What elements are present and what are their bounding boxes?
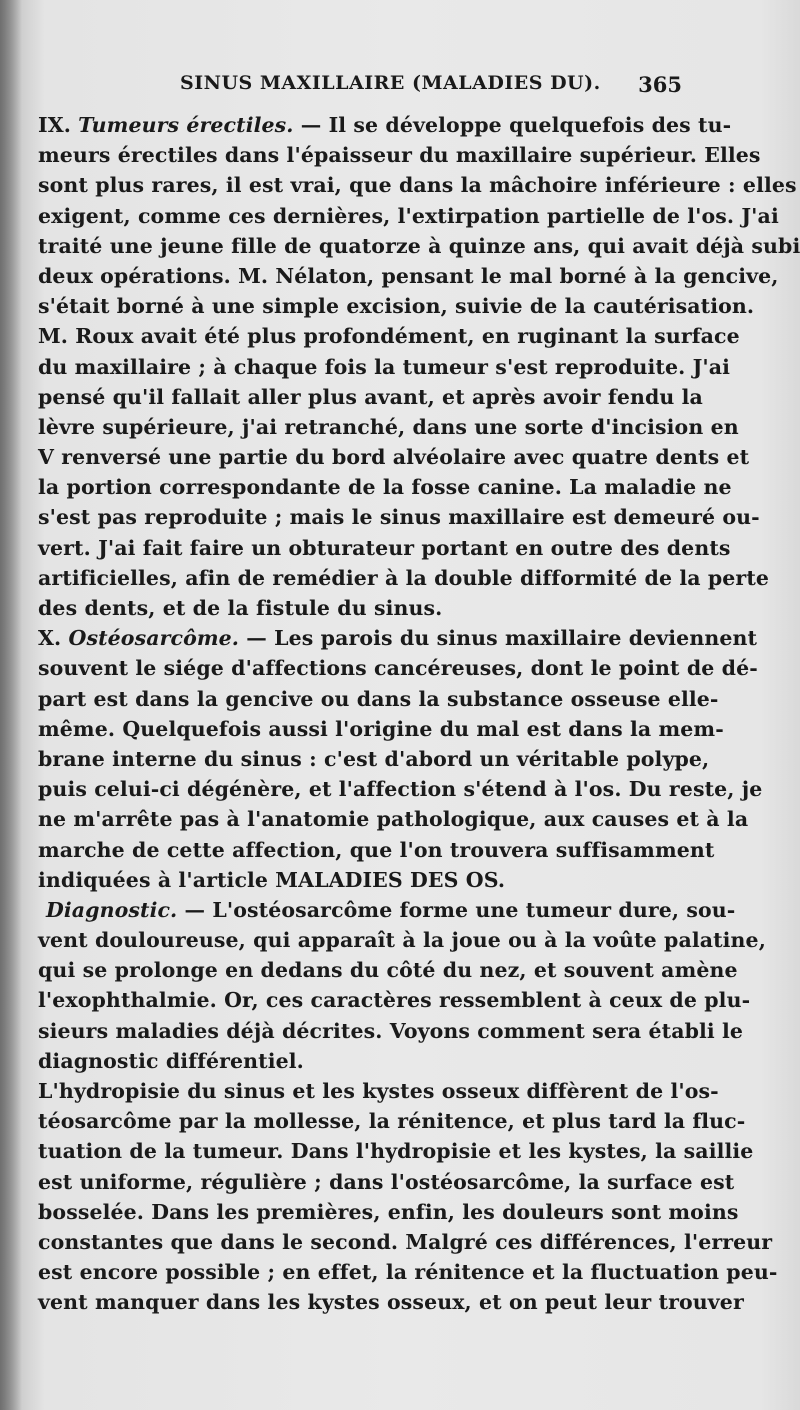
text-line (38, 985, 751, 1015)
running-title: SINUS MAXILLAIRE (MALADIES DU). (180, 72, 601, 94)
text-run: deux opérations. M. Nélaton, pensant le mal borné à la gencive, (38, 263, 779, 288)
text-run: X. (38, 626, 69, 651)
text-line (38, 1227, 773, 1257)
text-line (38, 472, 732, 502)
text-line (38, 201, 779, 231)
text-run: V renversé une partie du bord alvéolaire avec quatre dents et (38, 445, 750, 470)
text-run: constantes que dans le second. Malgré ces différences, l'erreur (38, 1229, 773, 1254)
text-line (38, 352, 731, 382)
text-line (38, 1136, 754, 1166)
text-line (38, 623, 758, 653)
text-run: s'était borné à une simple excision, suivie de la cautérisation. (38, 294, 755, 319)
text-run: ne m'arrête pas à l'anatomie pathologique, aux causes et à la (38, 807, 749, 832)
text-run: — Les parois du sinus maxillaire deviennent (239, 626, 758, 651)
text-run: l'exophthalmie. Or, ces caractères ressemblent à ceux de plu- (38, 988, 751, 1013)
text-run: vert. J'ai fait faire un obturateur portant en outre des dents (38, 535, 731, 560)
text-run: puis celui-ci dégénère, et l'affection s'étend à l'os. Du reste, je (38, 777, 763, 802)
text-line (38, 261, 779, 291)
text-run: s'est pas reproduite ; mais le sinus maxillaire est demeuré ou- (38, 505, 760, 530)
text-line (38, 1167, 735, 1197)
running-header (40, 72, 682, 102)
text-run: L'hydropisie du sinus et les kystes osseux diffèrent de l'os- (38, 1079, 719, 1103)
text-line (38, 1257, 778, 1287)
text-line (38, 412, 739, 442)
text-run: du maxillaire ; à chaque fois la tumeur s'est reproduite. J'ai (38, 354, 731, 379)
text-run: est encore possible ; en effet, la rénitence et la fluctuation peu- (38, 1260, 778, 1285)
text-line (38, 593, 680, 623)
text-line (38, 170, 797, 200)
text-line (38, 895, 736, 925)
page-number: 365 (638, 72, 682, 97)
text-line (38, 382, 703, 412)
text-run: IX. (38, 113, 79, 137)
text-line (38, 502, 760, 532)
text-line (38, 925, 766, 955)
italic-heading: Ostéosarcôme. (68, 626, 240, 651)
text-line (38, 684, 719, 714)
text-line (38, 231, 800, 261)
text-run: qui se prolonge en dedans du côté du nez, et souvent amène (38, 958, 738, 983)
text-line (38, 1287, 744, 1317)
text-line (38, 955, 738, 985)
text-line (38, 1106, 746, 1136)
text-line (38, 1197, 739, 1227)
text-run: lèvre supérieure, j'ai retranché, dans une sorte d'incision en (38, 414, 739, 439)
text-run: indiquées à l'article MALADIES DES OS. (38, 867, 506, 892)
text-line (38, 835, 715, 865)
text-line (38, 140, 761, 170)
text-run: brane interne du sinus : c'est d'abord un véritable polype, (38, 746, 710, 771)
text-line (38, 533, 731, 563)
text-run: des dents, et de la fistule du sinus. (38, 596, 443, 620)
text-run: traité une jeune fille de quatorze à quinze ans, qui avait déjà subi (38, 233, 800, 258)
text-run: M. Roux avait été plus profondément, en ruginant la surface (38, 324, 740, 349)
text-line (38, 1046, 680, 1076)
text-run: même. Quelquefois aussi l'origine du mal est dans la mem- (38, 716, 724, 741)
text-run: bosselée. Dans les premières, enfin, les douleurs sont moins (38, 1199, 739, 1224)
text-run: marche de cette affection, que l'on trouvera suffisamment (38, 837, 715, 862)
text-run: sont plus rares, il est vrai, que dans la mâchoire inférieure : elles (38, 173, 797, 198)
text-line (38, 563, 770, 593)
text-line (38, 774, 763, 804)
text-run: pensé qu'il fallait aller plus avant, et après avoir fendu la (38, 384, 703, 409)
text-run: la portion correspondante de la fosse canine. La maladie ne (38, 475, 732, 500)
text-run: vent manquer dans les kystes osseux, et on peut leur trouver (38, 1290, 744, 1315)
text-line (38, 714, 724, 744)
text-line (38, 744, 710, 774)
page-gutter-shadow (0, 0, 22, 1410)
text-line (38, 110, 732, 140)
text-line (38, 865, 680, 895)
text-run: — L'ostéosarcôme forme une tumeur dure, sou- (177, 897, 736, 922)
text-run: artificielles, afin de remédier à la double difformité de la perte (38, 565, 770, 590)
body-text (38, 110, 800, 1318)
text-run: téosarcôme par la mollesse, la rénitence, et plus tard la fluc- (38, 1109, 746, 1134)
italic-heading: Diagnostic. (46, 897, 178, 922)
text-line (38, 291, 755, 321)
text-line (38, 653, 758, 683)
text-run: diagnostic différentiel. (38, 1048, 304, 1073)
text-run: — Il se développe quelquefois des tu- (293, 113, 732, 137)
text-line (38, 804, 749, 834)
text-run: tuation de la tumeur. Dans l'hydropisie et les kystes, la saillie (38, 1139, 754, 1164)
text-run: vent douloureuse, qui apparaît à la joue ou à la voûte palatine, (38, 928, 766, 953)
text-run: souvent le siége d'affections cancéreuses, dont le point de dé- (38, 656, 758, 681)
text-run: part est dans la gencive ou dans la substance osseuse elle- (38, 686, 719, 711)
text-run: meurs érectiles dans l'épaisseur du maxillaire supérieur. Elles (38, 143, 761, 168)
text-line (38, 442, 750, 472)
text-run: est uniforme, régulière ; dans l'ostéosarcôme, la surface est (38, 1169, 735, 1194)
text-line (38, 1016, 744, 1046)
text-line (38, 321, 740, 351)
text-run: sieurs maladies déjà décrites. Voyons comment sera établi le (38, 1018, 744, 1043)
text-run: exigent, comme ces dernières, l'extirpation partielle de l'os. J'ai (38, 203, 779, 228)
italic-heading: Tumeurs érectiles. (78, 113, 294, 137)
text-line (38, 1076, 719, 1106)
